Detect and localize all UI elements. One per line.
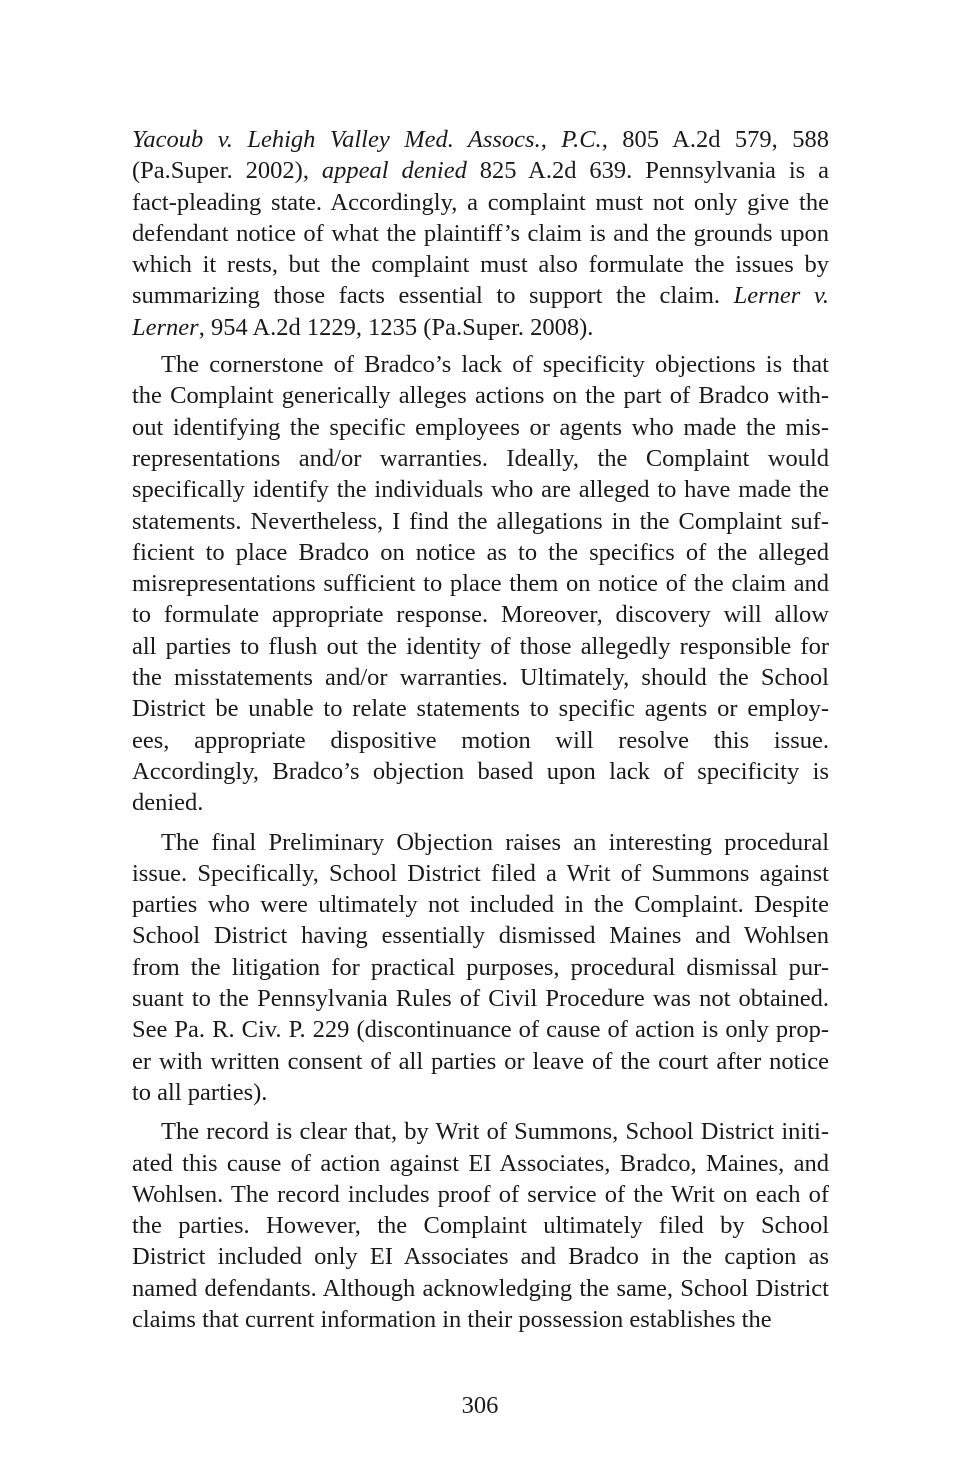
text-line: [132, 1241, 829, 1272]
page-number: 306: [461, 1392, 499, 1419]
text-run: the Complaint generically alleges actions on the part of Bradco with-: [132, 382, 829, 410]
text-run: (Pa.Super. 2002),: [132, 157, 322, 185]
text-run: , 805 A.2d 579, 588: [601, 126, 829, 153]
text-run: , 954 A.2d 1229, 1235 (Pa.Super. 2008).: [198, 313, 594, 341]
text-run: named defendants. Although acknowledging the same, School District: [132, 1274, 829, 1302]
paragraph-3: [132, 827, 829, 1109]
text-line: [132, 1077, 829, 1108]
text-run: ficient to place Bradco on notice as to the specifics of the alleged: [132, 538, 829, 566]
text-run: fact-pleading state. Accordingly, a complaint must not only give the: [132, 188, 829, 216]
text-run: misrepresentations sufficient to place them on notice of the claim and: [132, 570, 829, 598]
text-line: [132, 662, 829, 693]
paragraph-1: [132, 124, 829, 343]
text-run: parties who were ultimately not included in the Complaint. Despite: [132, 891, 829, 919]
text-line: [132, 349, 829, 380]
text-run: which it rests, but the complaint must also formulate the issues by: [132, 251, 829, 279]
text-line: [132, 787, 829, 818]
text-run: statements. Nevertheless, I find the allegations in the Complaint suf-: [132, 507, 829, 535]
text-line: [132, 1179, 829, 1210]
text-run: to all parties).: [132, 1078, 268, 1106]
text-line: [132, 1273, 829, 1304]
text-line: [132, 218, 829, 249]
text-line: [132, 124, 829, 155]
text-line: [132, 412, 829, 443]
text-run: defendant notice of what the plaintiff’s claim is and the grounds upon: [132, 219, 829, 247]
text-run: er with written consent of all parties or leave of the court after notice: [132, 1047, 829, 1075]
italic-citation: Yacoub v. Lehigh Valley Med. Assocs., P.C.: [132, 126, 602, 153]
text-line: [132, 380, 829, 411]
text-run: all parties to flush out the identity of those allegedly responsible for: [132, 632, 829, 660]
text-run: suant to the Pennsylvania Rules of Civil Procedure was not obtained.: [132, 985, 829, 1013]
text-line: [132, 693, 829, 724]
paragraph-4: [132, 1116, 829, 1335]
text-run: ees, appropriate dispositive motion will resolve this issue.: [132, 726, 829, 754]
italic-citation: Lerner: [132, 313, 199, 341]
text-line: [132, 474, 829, 505]
text-line: [132, 983, 829, 1014]
text-line: [132, 889, 829, 920]
text-line: [132, 631, 829, 662]
text-run: the parties. However, the Complaint ultimately filed by School: [132, 1212, 829, 1240]
text-line: [132, 756, 829, 787]
text-line: [132, 249, 829, 280]
text-run: School District having essentially dismissed Maines and Wohlsen: [132, 922, 829, 950]
text-line: [132, 1046, 829, 1077]
text-line: [132, 952, 829, 983]
text-run: District included only EI Associates and Bradco in the caption as: [132, 1243, 829, 1271]
text-line: [132, 506, 829, 537]
text-run: ated this cause of action against EI Associates, Bradco, Maines, and: [132, 1149, 829, 1177]
text-line: [132, 187, 829, 218]
text-run: District be unable to relate statements to specific agents or employ-: [132, 695, 829, 723]
text-run: The final Preliminary Objection raises an interesting procedural: [161, 828, 829, 856]
text-run: summarizing those facts essential to support the claim.: [132, 282, 734, 310]
text-run: The record is clear that, by Writ of Summons, School District initi-: [161, 1118, 829, 1146]
text-run: 825 A.2d 639. Pennsylvania is a: [466, 157, 829, 185]
text-run: to formulate appropriate response. Moreover, discovery will allow: [132, 601, 829, 629]
paragraph-gap: [132, 1108, 829, 1116]
italic-citation: Lerner v.: [733, 282, 830, 310]
text-line: [132, 920, 829, 951]
paragraph-2: [132, 349, 829, 818]
page-body: [132, 124, 829, 1335]
text-line: [132, 1304, 829, 1335]
text-line: [132, 827, 829, 858]
text-run: claims that current information in their possession establishes the: [132, 1305, 772, 1333]
text-run: from the litigation for practical purposes, procedural dismissal pur-: [132, 953, 829, 981]
text-line: [132, 858, 829, 889]
text-run: issue. Specifically, School District filed a Writ of Summons against: [132, 859, 829, 887]
text-line: [132, 1148, 829, 1179]
text-line: [132, 1210, 829, 1241]
text-run: denied.: [132, 789, 204, 817]
text-run: specifically identify the individuals who are alleged to have made the: [132, 476, 829, 504]
text-line: [132, 568, 829, 599]
text-line: [132, 312, 829, 343]
text-line: [132, 155, 829, 186]
text-line: [132, 725, 829, 756]
text-run: out identifying the specific employees or agents who made the mis-: [132, 413, 829, 441]
text-run: The cornerstone of Bradco’s lack of specificity objections is that: [161, 351, 829, 379]
paragraph-gap: [132, 819, 829, 827]
text-line: [132, 443, 829, 474]
text-run: the misstatements and/or warranties. Ultimately, should the School: [132, 664, 829, 692]
text-line: [132, 1014, 829, 1045]
text-run: See Pa. R. Civ. P. 229 (discontinuance of cause of action is only prop-: [132, 1016, 829, 1044]
text-run: representations and/or warranties. Ideally, the Complaint would: [132, 444, 829, 472]
text-line: [132, 280, 829, 311]
text-line: [132, 1116, 829, 1147]
text-line: [132, 537, 829, 568]
text-line: [132, 599, 829, 630]
italic-citation: appeal denied: [321, 157, 467, 185]
text-run: Wohlsen. The record includes proof of service of the Writ on each of: [132, 1180, 829, 1208]
text-run: Accordingly, Bradco’s objection based upon lack of specificity is: [132, 757, 829, 785]
